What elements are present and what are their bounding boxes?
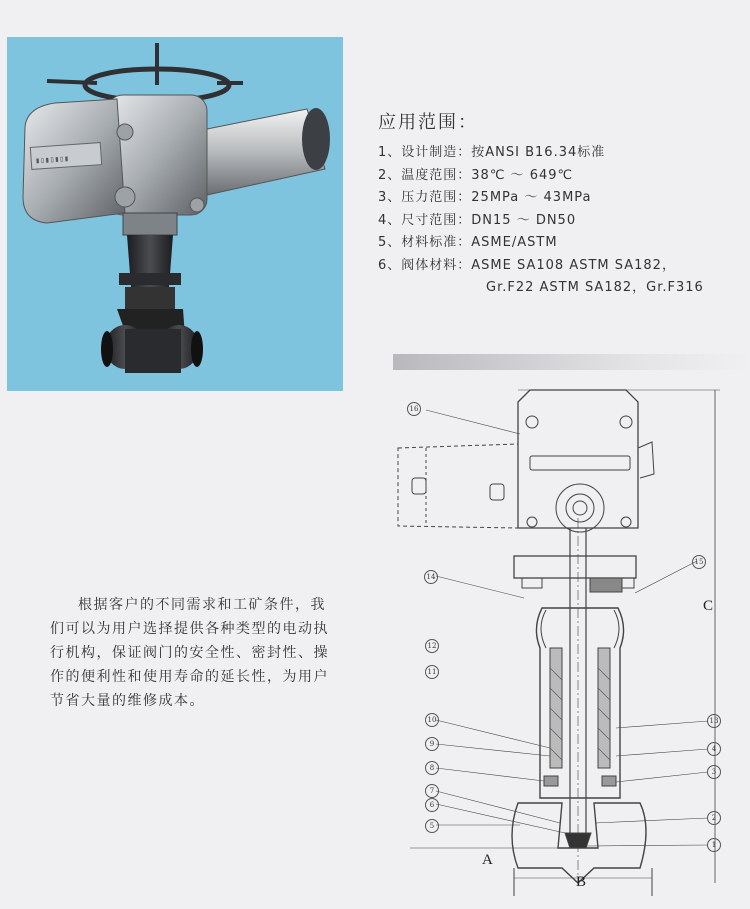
description xyxy=(50,593,340,713)
svg-text:▮▯▮▯▮▯▮: ▮▯▮▯▮▯▮ xyxy=(34,153,70,166)
product-photo xyxy=(7,37,343,391)
valve-cross-section-drawing xyxy=(390,378,750,905)
part-tag: 8 xyxy=(425,761,439,775)
dimension-b-label: B xyxy=(576,874,587,890)
part-tag: 2 xyxy=(707,811,721,825)
part-tag: 14 xyxy=(424,570,438,584)
spec-item: 5、材料标准：ASME/ASTM xyxy=(378,235,558,250)
spec-item: 1、设计制造：按ANSI B16.34标准 xyxy=(378,145,606,160)
part-tag: 10 xyxy=(425,713,439,727)
part-tag: 9 xyxy=(425,737,439,751)
part-tag: 7 xyxy=(425,784,439,798)
electric-actuator-gate-valve-image xyxy=(7,37,343,391)
spec-item: 6、阀体材料：ASME SA108 ASTM SA182， xyxy=(378,257,676,273)
technical-drawing xyxy=(390,378,750,905)
part-tag: 15 xyxy=(692,555,706,569)
spec-item: 4、尺寸范围：DN15 ～ DN50 xyxy=(378,212,577,228)
application-scope xyxy=(378,108,750,300)
spec-title: 应用范围： xyxy=(378,112,478,133)
dimension-a-label: A xyxy=(482,852,493,868)
part-tag: 16 xyxy=(407,402,421,416)
part-tag: 13 xyxy=(707,714,721,728)
part-tag: 12 xyxy=(425,639,439,653)
dimension-c-label: C xyxy=(703,598,714,614)
spec-item-continuation: Gr.F22 ASTM SA182，Gr.F316 xyxy=(486,280,704,295)
spec-item: 2、温度范围：38℃ ～ 649℃ xyxy=(378,167,574,183)
part-tag: 6 xyxy=(425,798,439,812)
part-tag: 4 xyxy=(707,742,721,756)
part-tag: 1 xyxy=(707,838,721,852)
part-tag: 5 xyxy=(425,819,439,833)
part-tag: 11 xyxy=(425,665,439,679)
part-tag: 3 xyxy=(707,765,721,779)
header-band xyxy=(393,354,750,370)
spec-item: 3、压力范围：25MPa ～ 43MPa xyxy=(378,190,592,205)
description-text: 根据客户的不同需求和工矿条件，我们可以为用户选择提供各种类型的电动执行机构，保证阀门的安全性、密封性、操作的便利性和使用寿命的延长性，为用户节省大量的维修成本。 xyxy=(50,597,329,709)
